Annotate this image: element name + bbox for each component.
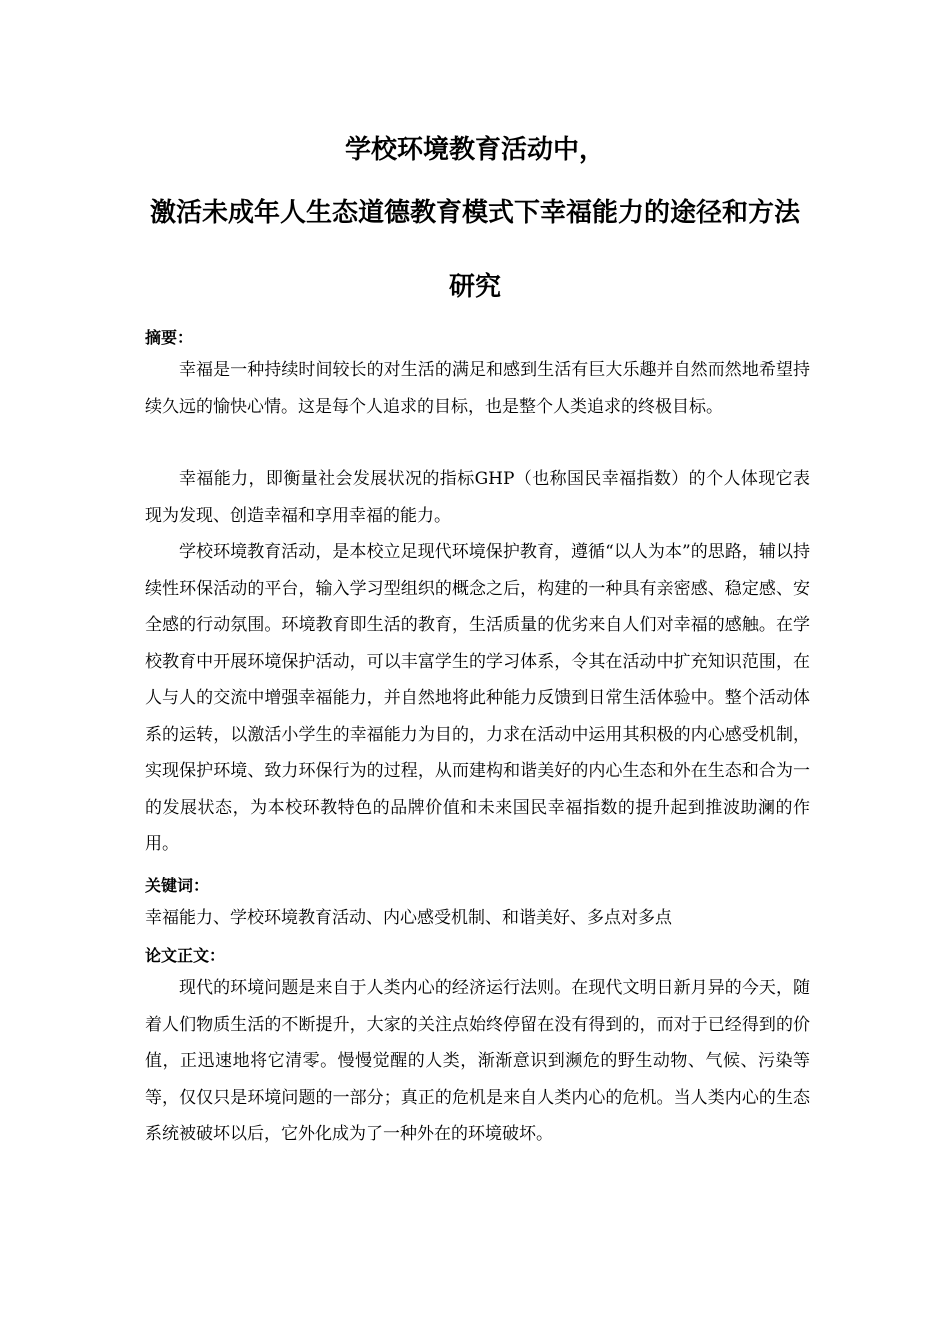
abstract-heading: 摘要： xyxy=(145,328,194,347)
body-paragraph-1: 现代的环境问题是来自于人类内心的经济运行法则。在现代文明日新月异的今天，随着人们物质生活的不断提升，大家的关注点始终停留在没有得到的，而对于已经得到的价值，正迅速地将它清零。慢慢觉醒的人类，渐渐意识到濒危的野生动物、气候、污染等等，仅仅只是环境问题的一部分；真正的危机是来自人类内心的危机。当人类内心的生态系统被破坏以后，它外化成为了一种外在的环境破坏。 xyxy=(145,978,810,1144)
title-line-1: 学校环境教育活动中， xyxy=(344,135,605,165)
keywords-heading: 关键词： xyxy=(145,876,210,895)
title-line-2: 激活未成年人生态道德教育模式下幸福能力的途径和方法 xyxy=(149,198,800,228)
body-heading: 论文正文： xyxy=(145,946,226,965)
abstract-paragraph-2: 幸福能力，即衡量社会发展状况的指标GHP（也称国民幸福指数）的个人体现它表现为发现、创造幸福和享用幸福的能力。 xyxy=(145,469,810,526)
keywords-text: 幸福能力、学校环境教育活动、内心感受机制、和谐美好、多点对多点 xyxy=(145,908,672,928)
title-line-3: 研究 xyxy=(448,272,501,302)
abstract-paragraph-3: 学校环境教育活动，是本校立足现代环境保护教育，遵循“以人为本”的思路，辅以持续性环保活动的平台，输入学习型组织的概念之后，构建的一种具有亲密感、稳定感、安全感的行动氛围。环境教育即生活的教育，生活质量的优劣来自人们对幸福的感触。在学校教育中开展环境保护活动，可以丰富学生的学习体系，令其在活动中扩充知识范围，在人与人的交流中增强幸福能力，并自然地将此种能力反馈到日常生活体验中。整个活动体系的运转，以激活小学生的幸福能力为目的，力求在活动中运用其积极的内心感受机制，实现保护环境、致力环保行为的过程，从而建构和谐美好的内心生态和外在生态和合为一的发展状态，为本校环教特色的品牌价值和未来国民幸福指数的提升起到推波助澜的作用。 xyxy=(145,542,810,854)
abstract-paragraph-1: 幸福是一种持续时间较长的对生活的满足和感到生活有巨大乐趣并自然而然地希望持续久远的愉快心情。这是每个人追求的目标，也是整个人类追求的终极目标。 xyxy=(145,360,810,417)
